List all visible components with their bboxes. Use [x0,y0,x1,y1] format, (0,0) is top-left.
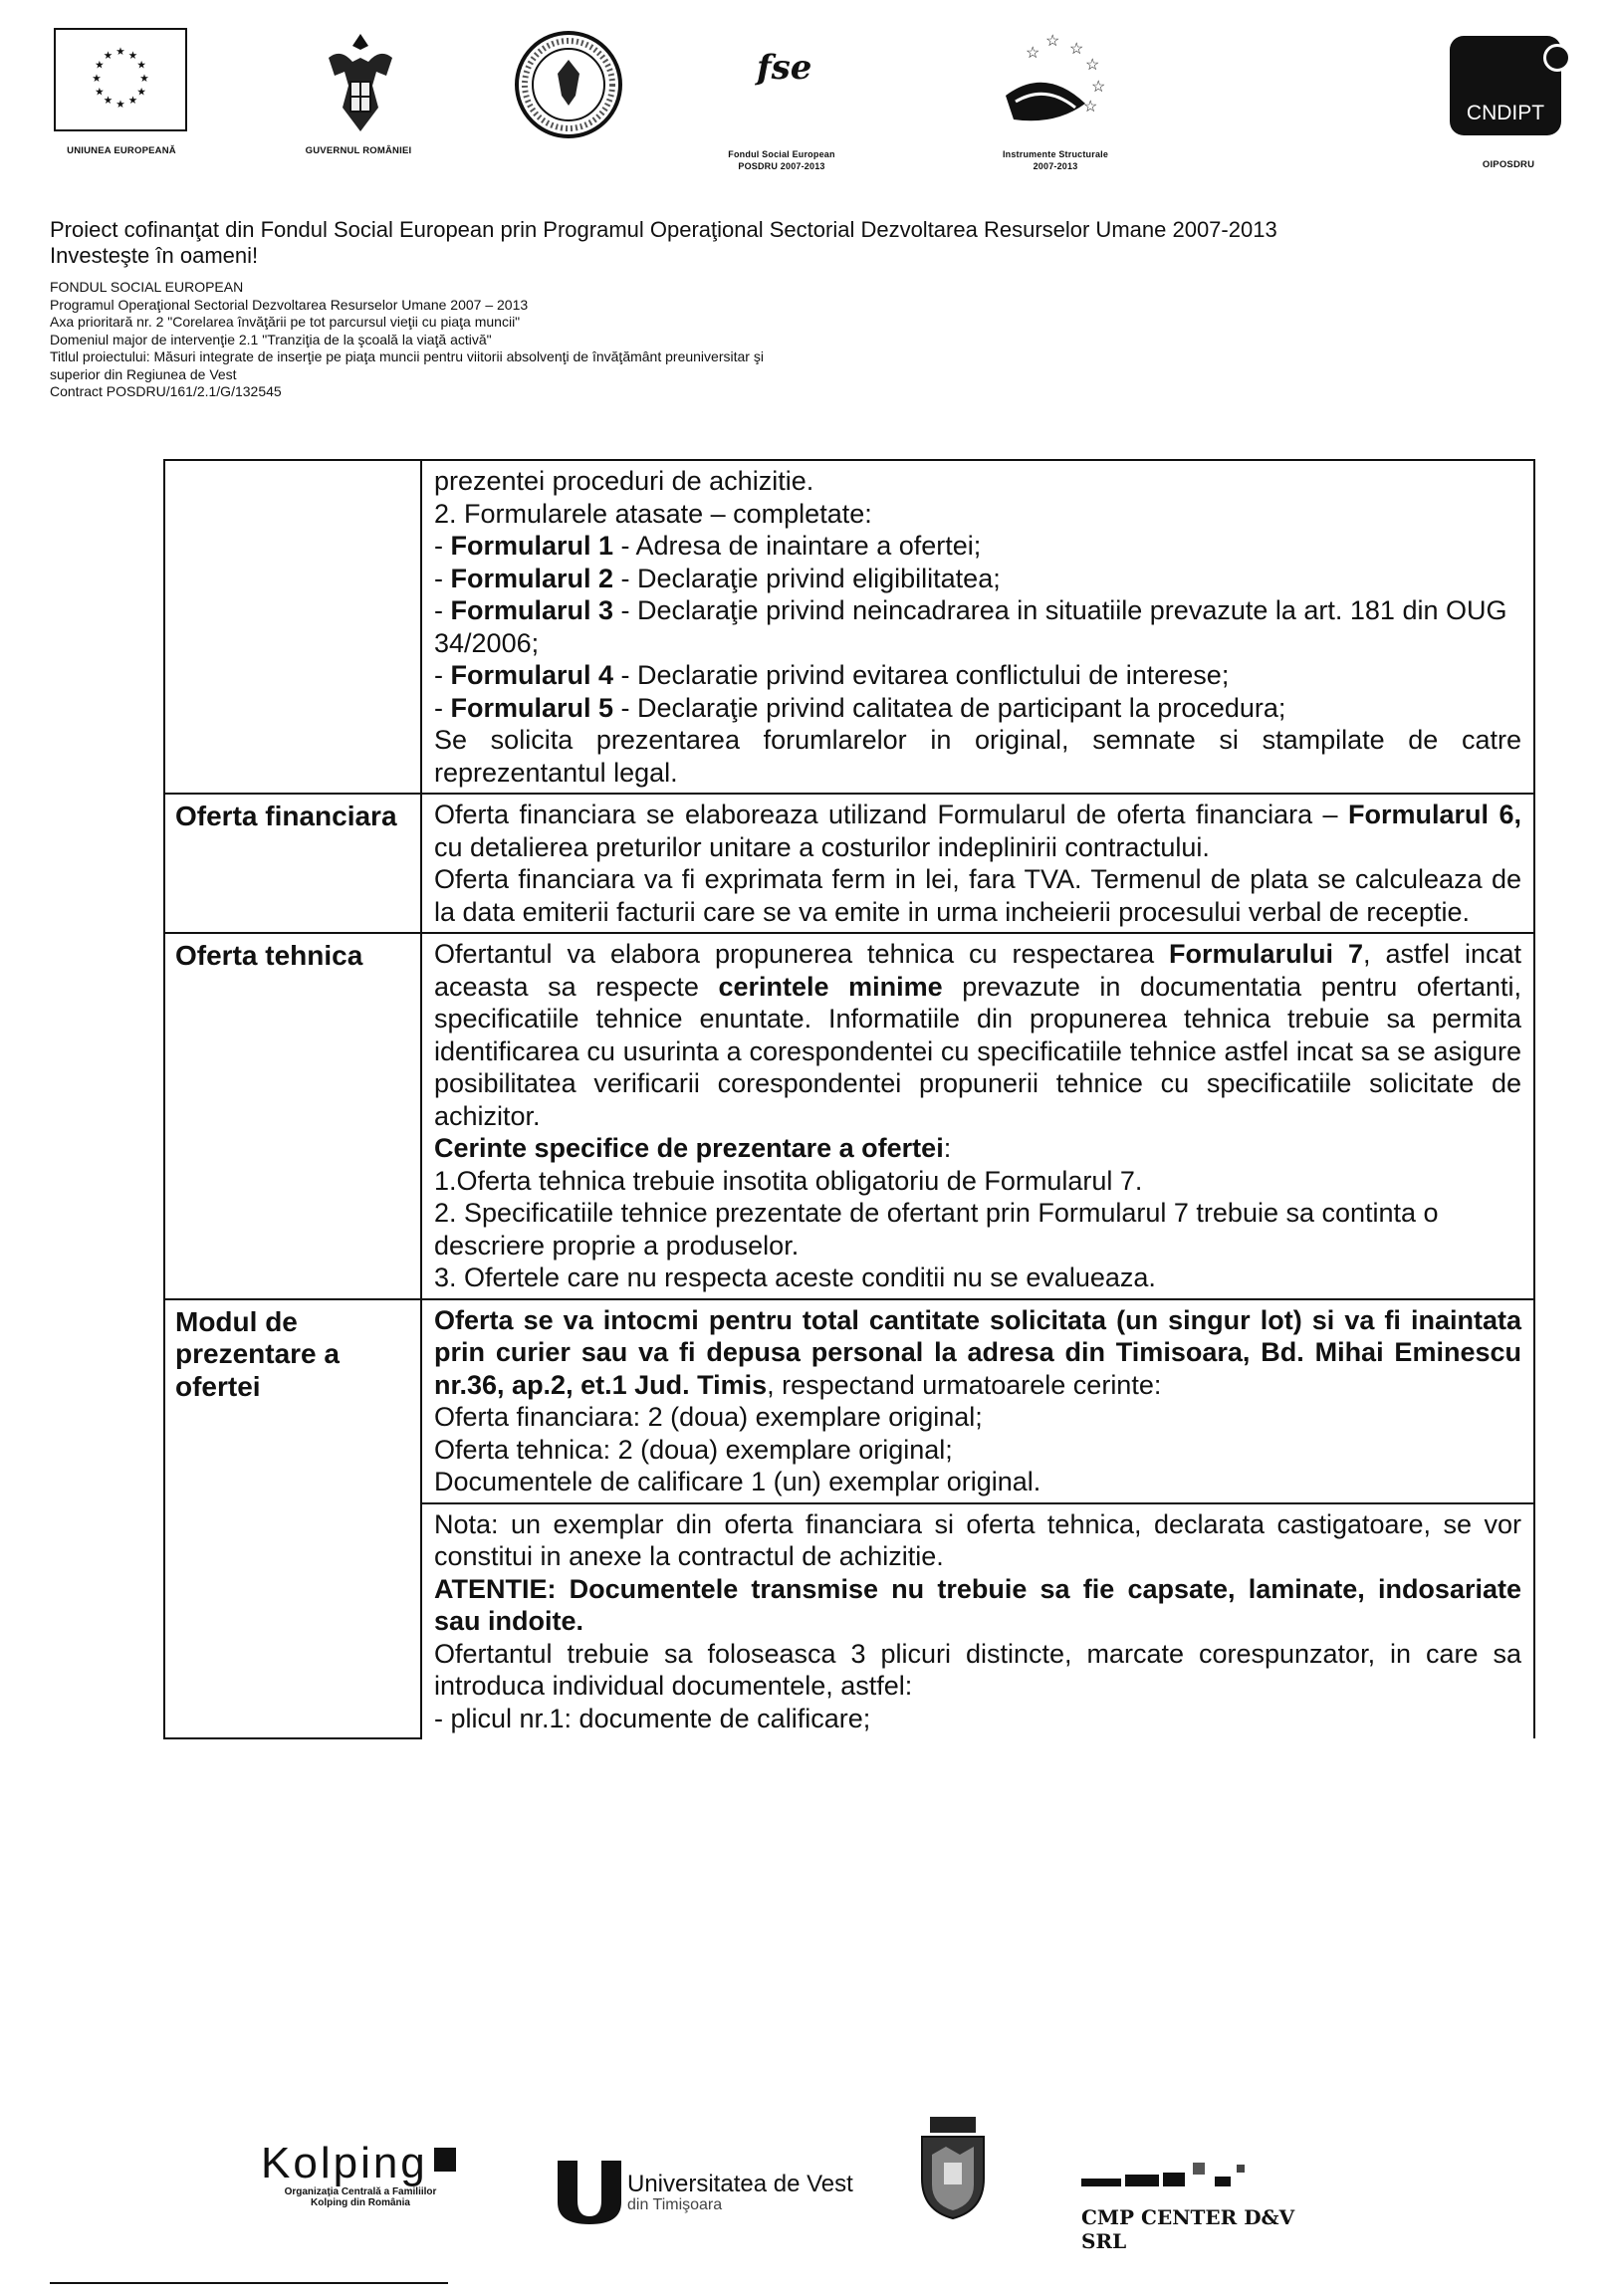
cmp-barcode-icon [1081,2161,1280,2194]
text-line: 2. Formularele atasate – completate: [434,498,872,529]
uvt-emblem-icon [554,2157,625,2226]
svg-text:★: ★ [127,95,138,108]
technical-item: 3. Ofertele care nu respecta aceste conditii nu se evalueaza. [434,1263,1156,1292]
structural-caption: Instrumente Structurale [1002,149,1109,159]
svg-text:☆: ☆ [1083,99,1098,115]
row-label-empty [164,460,421,794]
nota-cell [421,1503,1534,1739]
uvt-line-1: Universitatea de Vest [627,2171,853,2197]
form-item: - Formularul 3 - Declaraţie privind neincadrarea in situatiile prevazute la art. 181 din OUG 34/2006; [434,595,1507,658]
row-label-technical: Oferta tehnica [164,933,421,1299]
svg-text:★: ★ [127,49,138,62]
eu-stars-icon [56,30,185,129]
presentation-line: Oferta tehnica: 2 (doua) exemplare original; [434,1434,953,1465]
svg-text:★: ★ [92,72,102,85]
envelope-1-line: - plicul nr.1: documente de calificare; [434,1703,871,1733]
fse-caption: Fondul Social European [728,149,835,159]
cndipt-logo [1450,36,1561,135]
atentie-para: ATENTIE: Documentele transmise nu trebuie sa fie capsate, laminate, indosariate sau indoite. [434,1573,1521,1636]
kolping-name: Kolping [261,2141,490,2186]
svg-text:★: ★ [115,46,125,58]
kolping-sub-2: Kolping din România [311,2197,410,2208]
project-info-line: Titlul proiectului: Măsuri integrate de inserţie pe piaţa muncii pentru viitorii absolvenţi de învăţământ preuniversitar şi [50,348,764,364]
ministry-seal-icon [514,30,623,139]
presentation-line: Documentele de calificare 1 (un) exemplar original. [434,1467,1041,1496]
uvt-line-2: din Timişoara [627,2196,723,2213]
text-line: prezentei proceduri de achizitie. [434,466,814,496]
fse-logo: fse [757,48,812,88]
timisoara-coat-of-arms-icon [916,2115,990,2220]
svg-text:★: ★ [95,86,105,99]
cmp-center-logo [1081,2161,1320,2253]
envelopes-para: Ofertantul trebuie sa foloseasca 3 plicuri distincte, marcate corespunzator, in care sa introduca individual documentele, astfel: [434,1638,1521,1701]
svg-text:★: ★ [103,95,114,108]
project-info-line: Contract POSDRU/161/2.1/G/132545 [50,383,282,399]
eu-caption: UNIUNEA EUROPEANĂ [67,145,176,156]
svg-text:★: ★ [95,59,105,72]
gov-caption: GUVERNUL ROMÂNIEI [305,145,412,156]
forms-closing-text: Se solicita prezentarea forumlarelor in original, semnate si stampilate de catre reprezentantul legal. [434,725,1521,788]
presentation-para: Oferta se va intocmi pentru total cantitate solicitata (un singur lot) si va fi inaintata prin curier sau va fi depusa personal la adresa din Timisoara, Bd. Mihai Eminescu nr.36, ap.2, et.1 Jud. Timis, respectand urmatoarele cerinte: [434,1304,1521,1400]
project-cofinanced-line: Proiect cofinanţat din Fondul Social European prin Programul Operaţional Sectorial Dezvoltarea Resurselor Umane 2007-2013 [50,217,1277,242]
svg-text:☆: ☆ [1069,41,1084,58]
technical-para-1: Ofertantul va elabora propunerea tehnica cu respectarea Formularului 7, astfel incat aceasta sa respecte cerintele minime prevazute in documentatia pentru ofertanti, specificatiile tehnice enuntate. Informatiile din propunerea tehnica trebuie sa permita identificarea cu usurinta a corespondentei cu specificatiile tehnice astfel incat sa se asigure posibilitatea verificarii corespondentei propunerii tehnice cu specificatiile solicitate de achizitor. [434,939,1521,1131]
form-item: - Formularul 5 - Declaraţie privind calitatea de participant la procedura; [434,692,1286,723]
invest-in-people-line: Investeşte în oameni! [50,243,259,268]
svg-text:★: ★ [115,98,125,111]
romania-coat-of-arms-icon [321,28,400,139]
nota-para: Nota: un exemplar din oferta financiara si oferta tehnica, declarata castigatoare, se vor constitui in anexe la contractul de achizitie. [434,1508,1521,1571]
row-label-presentation: Modul de prezentare a ofertei [164,1299,421,1739]
kolping-sub-1: Organizaţia Centrală a Familiilor [284,2186,437,2197]
structural-instruments-logo-icon [986,26,1125,145]
cmp-center-name: CMP CENTER D&V SRL [1081,2205,1295,2253]
cndipt-dot-icon [1543,44,1571,72]
table-row-technical [164,933,1534,1299]
eu-flag-logo [54,28,187,131]
oiposdru-caption: OIPOSDRU [1482,159,1535,170]
presentation-cell [421,1299,1534,1503]
financial-para-1: Oferta financiara se elaboreaza utilizand Formularul de oferta financiara – Formularul 6, cu detalierea preturilor unitare a costurilor indeplinirii contractului. [434,800,1521,862]
technical-item: 2. Specificatiile tehnice prezentate de ofertant prin Formularul 7 trebuie sa continta o descriere proprie a produselor. [434,1198,1439,1261]
cndipt-text: CNDIPT [1466,102,1545,124]
project-info-line: Programul Operaţional Sectorial Dezvoltarea Resurselor Umane 2007 – 2013 [50,296,529,313]
project-info-line: Domeniul major de intervenţie 2.1 "Tranziţia de la şcoală la viaţă activă" [50,331,492,347]
forms-cell [421,460,1534,794]
row-label-financial: Oferta financiara [164,794,421,933]
technical-heading: Cerinte specifice de prezentare a ofertei: [434,1133,952,1163]
financial-cell [421,794,1534,933]
project-info-block [50,279,764,401]
form-item: - Formularul 1 - Adresa de inaintare a ofertei; [434,531,982,561]
project-info-line: FONDUL SOCIAL EUROPEAN [50,279,244,295]
technical-cell [421,933,1534,1299]
svg-text:★: ★ [139,72,149,85]
kolping-square-icon [434,2148,456,2172]
structural-caption-2: 2007-2013 [1033,161,1078,171]
fse-caption-2: POSDRU 2007-2013 [738,161,825,171]
project-info-line: superior din Regiunea de Vest [50,365,237,382]
bottom-rule [50,2282,448,2284]
presentation-line: Oferta financiara: 2 (doua) exemplare original; [434,1402,983,1432]
svg-text:☆: ☆ [1085,57,1100,74]
table-row-presentation [164,1299,1534,1503]
form-item: - Formularul 2 - Declaraţie privind eligibilitatea; [434,563,1001,593]
svg-text:☆: ☆ [1045,33,1060,50]
financial-para-2: Oferta financiara va fi exprimata ferm in lei, fara TVA. Termenul de plata se calculeaza de la data emiterii facturii care se va emite in urma incheierii procesului verbal de receptie. [434,864,1521,927]
procedure-table [163,459,1535,1739]
svg-text:★: ★ [103,49,114,62]
svg-text:★: ★ [136,86,146,99]
project-info-line: Axa prioritară nr. 2 "Corelarea învăţării pe tot parcursul vieţii cu piaţa muncii" [50,314,521,330]
kolping-logo [261,2141,490,2208]
table-row-financial [164,794,1534,933]
technical-item: 1.Oferta tehnica trebuie insotita obligatoriu de Formularul 7. [434,1165,1143,1196]
table-row-forms [164,460,1534,794]
svg-text:★: ★ [136,59,146,72]
svg-text:☆: ☆ [1091,79,1106,96]
svg-text:☆: ☆ [1026,45,1040,62]
form-item: - Formularul 4 - Declaratie privind evitarea conflictului de interese; [434,660,1230,690]
